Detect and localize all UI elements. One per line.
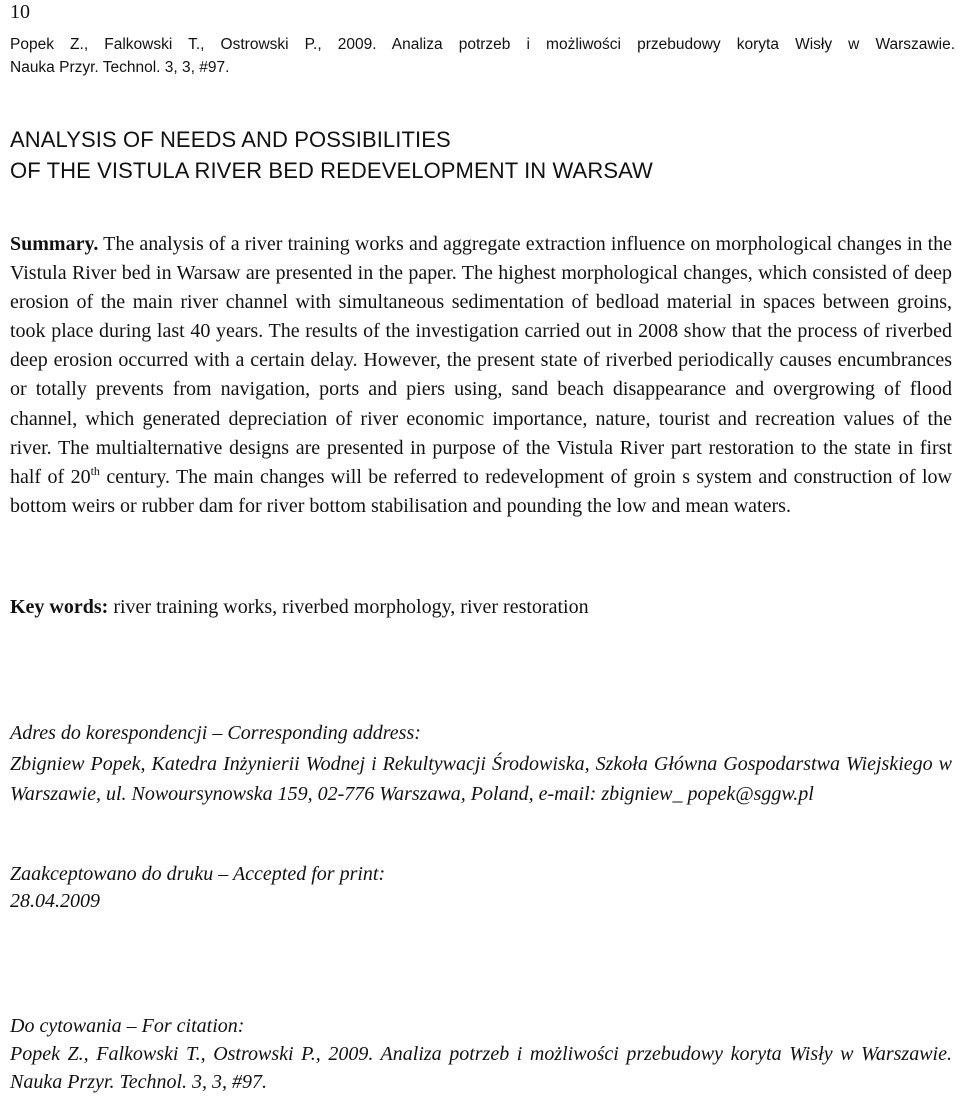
- paper-title-line2: OF THE VISTULA RIVER BED REDEVELOPMENT IN WARSAW: [10, 158, 653, 183]
- for-citation: [10, 1012, 952, 1096]
- paper-title: [10, 124, 653, 186]
- keywords: [10, 593, 589, 622]
- header-citation: [10, 33, 955, 79]
- summary-label: Summary.: [10, 233, 99, 255]
- summary-superscript: th: [90, 463, 100, 478]
- accepted-date: 28.04.2009: [10, 890, 100, 912]
- address-heading: Adres do korespondencji – Corresponding address:: [10, 722, 421, 744]
- address-body: Zbigniew Popek, Katedra Inżynierii Wodnej i Rekultywacji Środowiska, Szkoła Główna Gospodarstwa Wiejskiego w Warszawie, ul. Nowoursynowska 159, 02-776 Warszawa, Poland, e-mail: zbigniew_ popek@sggw.pl: [10, 752, 952, 805]
- corresponding-address: [10, 718, 952, 810]
- summary-paragraph: [10, 230, 952, 521]
- summary-text: The analysis of a river training works and aggregate extraction influence on morphological changes in the Vistula River bed in Warsaw are presented in the paper. The highest morphological changes, which consisted of deep erosion of the main river channel with simultaneous sedimentation of bedload material in spaces between groins, took place during last 40 years. The results of the investigation carried out in 2008 show that the process of riverbed deep erosion occurred with a certain delay. However, the present state of riverbed periodically causes encumbrances or totally prevents from navigation, ports and piers using, sand beach disappearance and overgrowing of flood channel, which generated depreciation of river economic importance, nature, tourist and recreation values of the river. The multialternative designs are presented in purpose of the Vistula River part restoration to the state in first half of 20: [10, 233, 952, 488]
- citation-body: Popek Z., Falkowski T., Ostrowski P., 2009. Analiza potrzeb i możliwości przebudowy koryta Wisły w Warszawie. Nauka Przyr. Technol. 3, 3, #97.: [10, 1043, 952, 1093]
- accepted-for-print: [10, 861, 385, 915]
- header-citation-line2: Nauka Przyr. Technol. 3, 3, #97.: [10, 59, 230, 76]
- citation-heading: Do cytowania – For citation:: [10, 1015, 245, 1037]
- keywords-text: river training works, riverbed morphology, river restoration: [108, 596, 589, 618]
- accepted-heading: Zaakceptowano do druku – Accepted for print:: [10, 863, 386, 885]
- paper-title-line1: ANALYSIS OF NEEDS AND POSSIBILITIES: [10, 127, 451, 152]
- keywords-label: Key words:: [10, 596, 109, 618]
- header-citation-line1: Popek Z., Falkowski T., Ostrowski P., 2009. Analiza potrzeb i możliwości przebudowy koryta Wisły w Warszawie.: [10, 36, 955, 53]
- summary-text-end: century. The main changes will be referred to redevelopment of groin s system and construction of low bottom weirs or rubber dam for river bottom stabilisation and pounding the low and mean waters.: [10, 465, 952, 517]
- page-number: 10: [10, 1, 30, 23]
